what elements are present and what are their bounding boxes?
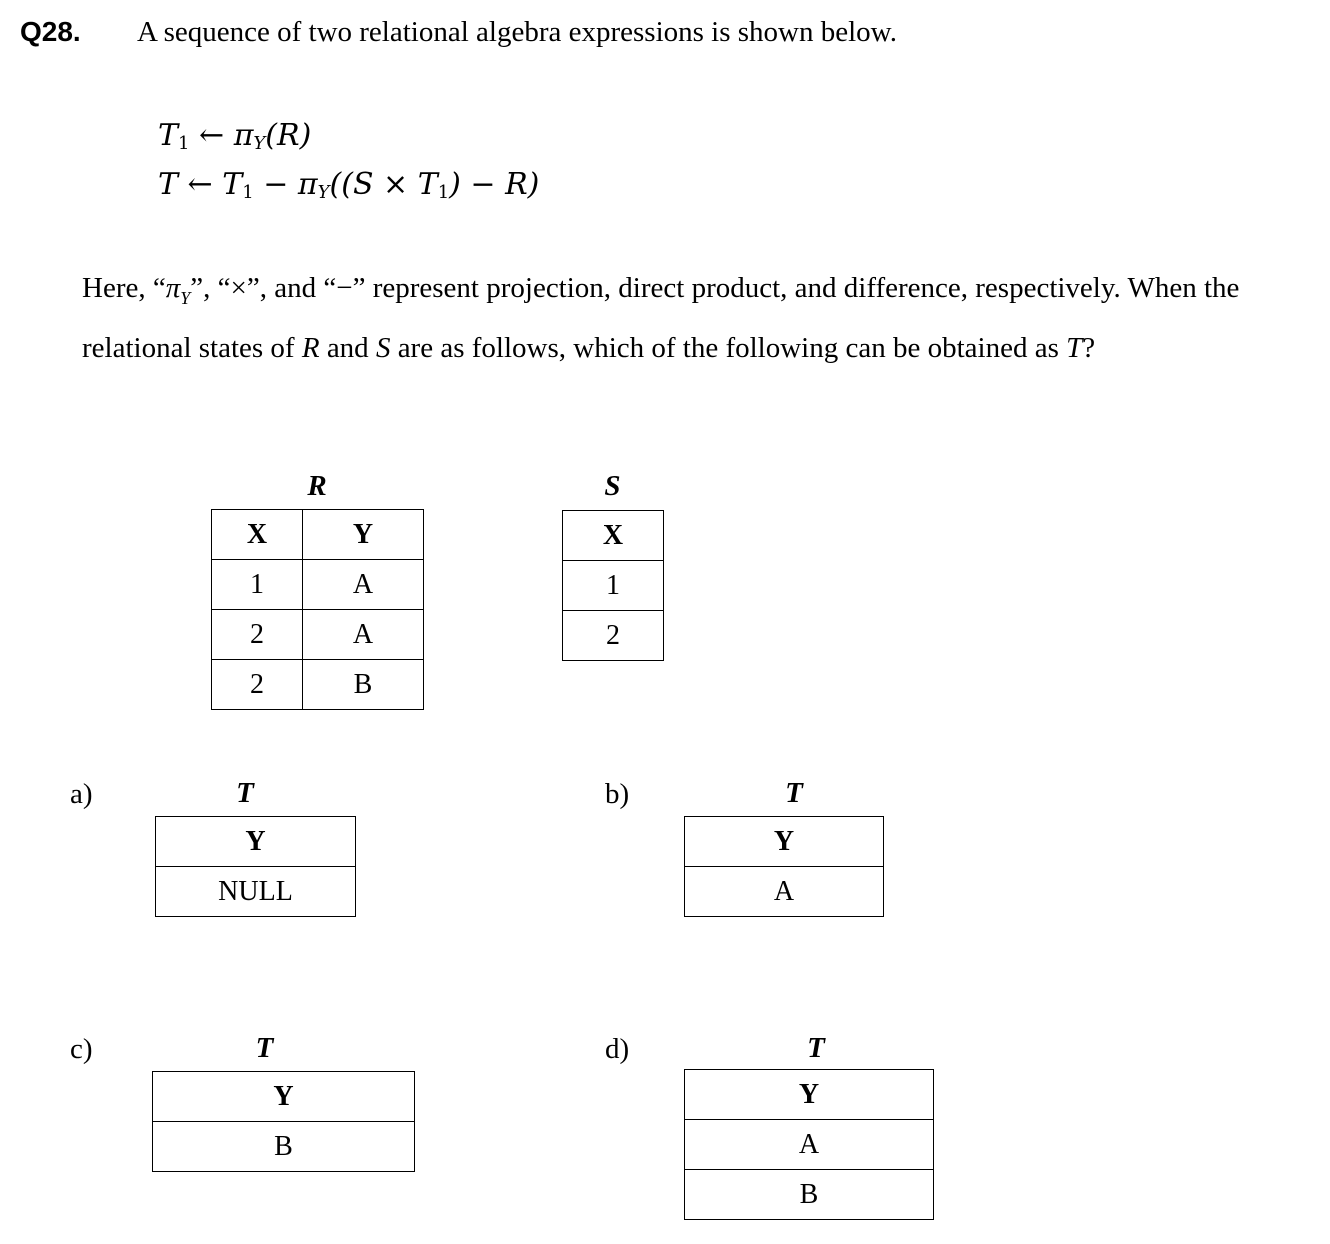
question-text: A sequence of two relational algebra expressions is shown below.: [137, 16, 897, 48]
option-b-table: [684, 816, 884, 917]
table-row: [685, 1120, 934, 1170]
option-d-table: [684, 1069, 934, 1220]
equation-1: $T_1$ ← $\pi_Y(R)$: [158, 118, 312, 154]
header-y: Y: [685, 1070, 934, 1120]
relation-r-title: R: [307, 470, 327, 502]
question-number: Q28.: [20, 16, 81, 47]
table-row: [563, 611, 664, 661]
cell: NULL: [156, 867, 356, 917]
cell: 2: [563, 611, 664, 661]
cell: 1: [563, 561, 664, 611]
cell: A: [303, 560, 424, 610]
table-row: [212, 560, 424, 610]
option-b-label: b): [605, 778, 630, 810]
header-x: X: [563, 511, 664, 561]
table-row: [685, 1170, 934, 1220]
option-d-title: T: [807, 1032, 825, 1064]
table-row: [685, 867, 884, 917]
option-a-title: T: [236, 777, 254, 809]
relation-r-table: [211, 509, 424, 710]
option-c-table: [152, 1071, 415, 1172]
relation-s-title: S: [604, 470, 621, 502]
cell: B: [303, 660, 424, 710]
cell: 2: [212, 660, 303, 710]
relation-s-table: [562, 510, 664, 661]
question-paragraph: Here, “$\pi_Y$”, “×”, and “−” represent projection, direct product, and difference, respectively. When the relational states of R and S are as follows, which of the following can be obtained as T?: [82, 272, 1240, 364]
table-row: [153, 1122, 415, 1172]
header-y: Y: [685, 817, 884, 867]
equation-2: T ← $T_1 - \pi_Y((S \times T_1) - R)$: [158, 167, 540, 203]
table-row: [212, 660, 424, 710]
option-a-table: [155, 816, 356, 917]
header-y: Y: [156, 817, 356, 867]
header-y: Y: [153, 1072, 415, 1122]
table-row: [212, 610, 424, 660]
header-x: X: [212, 510, 303, 560]
cell: A: [303, 610, 424, 660]
table-row: [156, 867, 356, 917]
option-c-label: c): [70, 1033, 93, 1065]
option-a-label: a): [70, 778, 93, 810]
table-row: [563, 561, 664, 611]
header-y: Y: [303, 510, 424, 560]
cell: B: [153, 1122, 415, 1172]
cell: 2: [212, 610, 303, 660]
option-b-title: T: [785, 777, 803, 809]
cell: B: [685, 1170, 934, 1220]
option-d-label: d): [605, 1033, 630, 1065]
cell: A: [685, 1120, 934, 1170]
option-c-title: T: [255, 1032, 274, 1064]
cell: A: [685, 867, 884, 917]
cell: 1: [212, 560, 303, 610]
